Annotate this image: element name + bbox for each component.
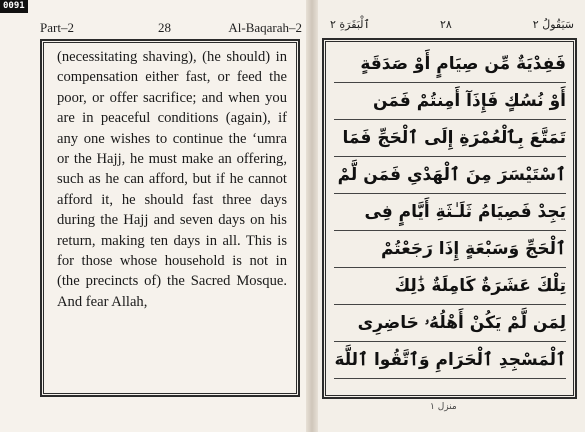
- left-page-number: 28: [158, 20, 171, 35]
- arabic-line: تِلْكَ عَشَرَةٌ كَامِلَةٌ ذَٰلِكَ: [334, 268, 566, 305]
- arabic-line: لِمَن لَّمْ يَكُنْ أَهْلُهُۥ حَاضِرِى: [334, 305, 566, 342]
- english-translation-text: (necessitating shaving), (he should) in compensation either fast, or feed the poor, or offer sacrifice; and when you are in peaceful conditions (again), if any one wishes to continue the ‘umra or the Hajj, he must make an offering, such as he can afford, but if he cannot afford it, he should fast three days during the Hajj and seven days on his return, making ten days in all. This is for those whose household is not in (the precincts of) the Sacred Mosque. And fear Allah,: [57, 49, 287, 310]
- manzil-footer: منزل ١: [430, 402, 457, 412]
- arabic-line: فَفِدْيَةٌ مِّن صِيَامٍ أَوْ صَدَقَةٍ: [334, 46, 566, 83]
- left-surah-label: Al-Baqarah–2: [228, 20, 302, 35]
- book-gutter: [306, 0, 318, 432]
- arabic-line: ٱلْحَجِّ وَسَبْعَةٍ إِذَا رَجَعْتُمْ: [334, 231, 566, 268]
- right-page-header: [330, 18, 574, 38]
- arabic-line: أَوْ نُسُكٍ فَإِذَآ أَمِنتُمْ فَمَن: [334, 83, 566, 120]
- page-id-label: 0091: [0, 0, 28, 13]
- arabic-line: يَجِدْ فَصِيَامُ ثَلَـٰثَةِ أَيَّامٍ فِى: [334, 194, 566, 231]
- right-surah-label: ٱلْبَقَرَةِ ٢: [330, 18, 370, 31]
- arabic-line: ٱسْتَيْسَرَ مِنَ ٱلْهَدْىِ فَمَن لَّمْ: [334, 157, 566, 194]
- juz-label: سَيَقُولُ ٢: [532, 18, 574, 31]
- part-label: Part–2: [40, 20, 74, 35]
- arabic-line: تَمَتَّعَ بِٱلْعُمْرَةِ إِلَى ٱلْحَجِّ فَمَا: [334, 120, 566, 157]
- arabic-verse-text: [334, 46, 566, 379]
- left-page-header: [40, 20, 302, 38]
- arabic-line: ٱلْمَسْجِدِ ٱلْحَرَامِ وَٱتَّقُوا ٱللَّهَ: [334, 342, 566, 379]
- right-page-number: ٢٨: [440, 18, 452, 31]
